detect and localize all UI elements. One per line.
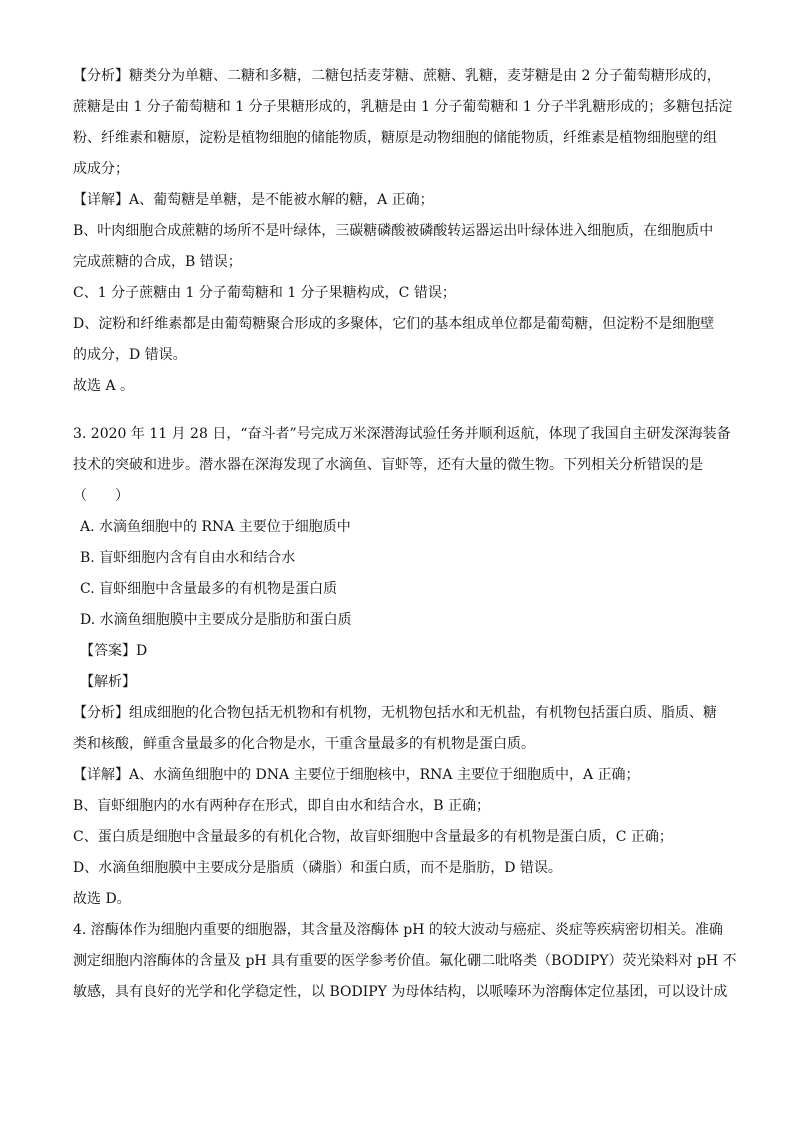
paragraph-line: 【分析】糖类分为单糖、二糖和多糖，二糖包括麦芽糖、蔗糖、乳糖，麦芽糖是由 2 分子葡萄糖形成的， xyxy=(73,68,721,84)
option-a: A. 水滴鱼细胞中的 RNA 主要位于细胞质中 xyxy=(80,519,351,535)
paragraph-line: 类和核酸，鲜重含量最多的化合物是水，干重含量最多的有机物是蛋白质。 xyxy=(73,736,535,752)
question-stem-line: 4. 溶酶体作为细胞内重要的细胞器，其含量及溶酶体 pH 的较大波动与癌症、炎症等疾病密切相关。准确 xyxy=(73,922,723,938)
question-stem-line: 敏感，具有良好的光学和化学稳定性，以 BODIPY 为母体结构，以哌嗪环为溶酶体定位基团，可以设计成 xyxy=(73,984,728,1000)
paragraph-line: B、盲虾细胞内的水有两种存在形式，即自由水和结合水，B 正确； xyxy=(73,798,491,814)
paragraph-line: C、1 分子蔗糖由 1 分子葡萄糖和 1 分子果糖构成，C 错误； xyxy=(73,285,456,301)
paragraph-line: C、蛋白质是细胞中含量最多的有机化合物，故盲虾细胞中含量最多的有机物是蛋白质，C 正确； xyxy=(73,829,673,845)
paragraph-line: 【详解】A、葡萄糖是单糖，是不能被水解的糖，A 正确； xyxy=(73,192,434,208)
paragraph-line: 成成分； xyxy=(73,161,129,177)
question-stem-line: （ ） xyxy=(73,488,129,504)
paragraph-line: D、淀粉和纤维素都是由葡萄糖聚合形成的多聚体，它们的基本组成单位都是葡萄糖，但淀粉不是细胞壁 xyxy=(73,316,715,332)
paragraph-line: 完成蔗糖的合成，B 错误； xyxy=(73,254,242,270)
question-stem-line: 3. 2020 年 11 月 28 日，“奋斗者”号完成万米深潜海试验任务并顺利返航，体现了我国自主研发深海装备 xyxy=(73,426,731,442)
paragraph-line: 【分析】组成细胞的化合物包括无机物和有机物，无机物包括水和无机盐，有机物包括蛋白质、脂质、糖 xyxy=(73,705,717,721)
question-stem-line: 测定细胞内溶酶体的含量及 pH 具有重要的医学参考价值。氟化硼二吡咯类（BODIPY）荧光染料对 pH 不 xyxy=(73,953,737,969)
paragraph-line: 蔗糖是由 1 分子葡萄糖和 1 分子果糖形成的，乳糖是由 1 分子葡萄糖和 1 分子半乳糖形成的；多糖包括淀 xyxy=(73,99,733,115)
paragraph-line: D、水滴鱼细胞膜中主要成分是脂质（磷脂）和蛋白质，而不是脂肪，D 错误。 xyxy=(73,860,562,876)
paragraph-line: 故选 A 。 xyxy=(73,378,135,394)
paragraph-line: 的成分，D 错误。 xyxy=(73,347,187,363)
paragraph-line: 故选 D。 xyxy=(73,891,131,907)
explanation-heading: 【解析】 xyxy=(80,674,136,690)
option-c: C. 盲虾细胞中含量最多的有机物是蛋白质 xyxy=(80,581,338,597)
paragraph-line: 【详解】A、水滴鱼细胞中的 DNA 主要位于细胞核中，RNA 主要位于细胞质中，A 正确； xyxy=(73,767,640,783)
answer-label: 【答案】D xyxy=(80,643,148,659)
question-stem-line: 技术的突破和进步。潜水器在深海发现了水滴鱼、盲虾等，还有大量的微生物。下列相关分析错误的是 xyxy=(73,457,703,473)
paragraph-line: 粉、纤维素和糖原，淀粉是植物细胞的储能物质，糖原是动物细胞的储能物质，纤维素是植物细胞壁的组 xyxy=(73,130,717,146)
paragraph-line: B、叶肉细胞合成蔗糖的场所不是叶绿体，三碳糖磷酸被磷酸转运器运出叶绿体进入细胞质，在细胞质中 xyxy=(73,223,714,239)
option-d: D. 水滴鱼细胞膜中主要成分是脂肪和蛋白质 xyxy=(80,612,352,628)
option-b: B. 盲虾细胞内含有自由水和结合水 xyxy=(80,550,296,566)
